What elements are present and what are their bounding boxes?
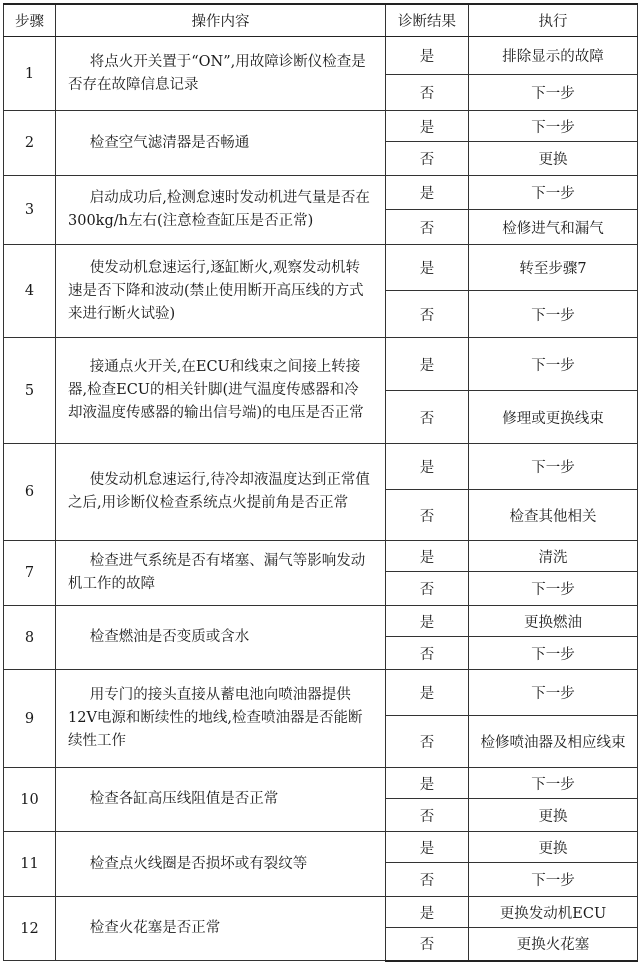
diagnosis-cell: 否	[386, 142, 469, 176]
diagnosis-cell: 是	[386, 338, 469, 391]
table-row	[4, 832, 638, 863]
table-row	[4, 37, 638, 75]
diagnosis-cell: 是	[386, 897, 469, 928]
action-cell: 下一步	[469, 768, 638, 799]
diagnosis-cell: 是	[386, 541, 469, 572]
diagnosis-cell: 是	[386, 444, 469, 490]
step-cell: 5	[4, 338, 56, 444]
diagnosis-cell: 是	[386, 111, 469, 142]
step-cell: 2	[4, 111, 56, 176]
action-cell: 转至步骤7	[469, 245, 638, 291]
operation-cell: 检查空气滤清器是否畅通	[56, 111, 386, 176]
step-cell: 4	[4, 245, 56, 338]
diagnosis-cell: 是	[386, 768, 469, 799]
diagnosis-cell: 否	[386, 716, 469, 768]
diagnosis-cell: 否	[386, 291, 469, 338]
action-cell: 更换燃油	[469, 606, 638, 637]
action-cell: 排除显示的故障	[469, 37, 638, 75]
action-cell: 下一步	[469, 75, 638, 111]
action-cell: 下一步	[469, 176, 638, 210]
diagnosis-cell: 是	[386, 670, 469, 716]
diagnosis-table-container	[3, 3, 638, 962]
action-cell: 下一步	[469, 338, 638, 391]
table-row	[4, 670, 638, 716]
header-diagnosis: 诊断结果	[386, 4, 469, 37]
diagnosis-cell: 是	[386, 37, 469, 75]
action-cell: 检查其他相关	[469, 490, 638, 541]
table-row	[4, 768, 638, 799]
table-row	[4, 897, 638, 928]
diagnosis-table	[3, 3, 638, 962]
diagnosis-cell: 否	[386, 799, 469, 832]
action-cell: 下一步	[469, 291, 638, 338]
diagnosis-cell: 是	[386, 832, 469, 863]
action-cell: 修理或更换线束	[469, 391, 638, 444]
table-row	[4, 111, 638, 142]
action-cell: 更换火花塞	[469, 928, 638, 961]
step-cell: 7	[4, 541, 56, 606]
action-cell: 下一步	[469, 863, 638, 897]
action-cell: 下一步	[469, 572, 638, 606]
operation-cell: 使发动机怠速运行,逐缸断火,观察发动机转速是否下降和波动(禁止使用断开高压线的方式来进行断火试验)	[56, 245, 386, 338]
table-row	[4, 444, 638, 490]
action-cell: 更换	[469, 142, 638, 176]
diagnosis-cell: 否	[386, 928, 469, 961]
step-cell: 8	[4, 606, 56, 670]
step-cell: 1	[4, 37, 56, 111]
step-cell: 12	[4, 897, 56, 961]
diagnosis-cell: 是	[386, 606, 469, 637]
diagnosis-cell: 是	[386, 176, 469, 210]
operation-cell: 检查进气系统是否有堵塞、漏气等影响发动机工作的故障	[56, 541, 386, 606]
action-cell: 清洗	[469, 541, 638, 572]
header-step: 步骤	[4, 4, 56, 37]
diagnosis-cell: 否	[386, 863, 469, 897]
header-row	[4, 4, 638, 37]
operation-cell: 检查燃油是否变质或含水	[56, 606, 386, 670]
operation-cell: 使发动机怠速运行,待冷却液温度达到正常值之后,用诊断仪检查系统点火提前角是否正常	[56, 444, 386, 541]
step-cell: 6	[4, 444, 56, 541]
action-cell: 下一步	[469, 111, 638, 142]
action-cell: 更换	[469, 832, 638, 863]
operation-cell: 接通点火开关,在ECU和线束之间接上转接器,检查ECU的相关针脚(进气温度传感器和冷却液温度传感器的输出信号端)的电压是否正常	[56, 338, 386, 444]
header-operation: 操作内容	[56, 4, 386, 37]
step-cell: 9	[4, 670, 56, 768]
table-body	[4, 37, 638, 961]
diagnosis-cell: 否	[386, 210, 469, 245]
table-row	[4, 245, 638, 291]
diagnosis-cell: 否	[386, 490, 469, 541]
action-cell: 下一步	[469, 670, 638, 716]
operation-cell: 用专门的接头直接从蓄电池向喷油器提供12V电源和断续性的地线,检查喷油器是否能断续性工作	[56, 670, 386, 768]
operation-cell: 检查火花塞是否正常	[56, 897, 386, 961]
step-cell: 10	[4, 768, 56, 832]
operation-cell: 启动成功后,检测怠速时发动机进气量是否在300kg/h左右(注意检查缸压是否正常)	[56, 176, 386, 245]
action-cell: 下一步	[469, 637, 638, 670]
operation-cell: 检查点火线圈是否损坏或有裂纹等	[56, 832, 386, 897]
table-row	[4, 338, 638, 391]
step-cell: 11	[4, 832, 56, 897]
diagnosis-cell: 是	[386, 245, 469, 291]
table-row	[4, 606, 638, 637]
table-row	[4, 541, 638, 572]
action-cell: 检修喷油器及相应线束	[469, 716, 638, 768]
diagnosis-cell: 否	[386, 637, 469, 670]
diagnosis-cell: 否	[386, 572, 469, 606]
diagnosis-cell: 否	[386, 391, 469, 444]
header-action: 执行	[469, 4, 638, 37]
operation-cell: 将点火开关置于“ON”,用故障诊断仪检查是否存在故障信息记录	[56, 37, 386, 111]
action-cell: 更换发动机ECU	[469, 897, 638, 928]
action-cell: 下一步	[469, 444, 638, 490]
operation-cell: 检查各缸高压线阻值是否正常	[56, 768, 386, 832]
action-cell: 更换	[469, 799, 638, 832]
table-row	[4, 176, 638, 210]
step-cell: 3	[4, 176, 56, 245]
action-cell: 检修进气和漏气	[469, 210, 638, 245]
diagnosis-cell: 否	[386, 75, 469, 111]
